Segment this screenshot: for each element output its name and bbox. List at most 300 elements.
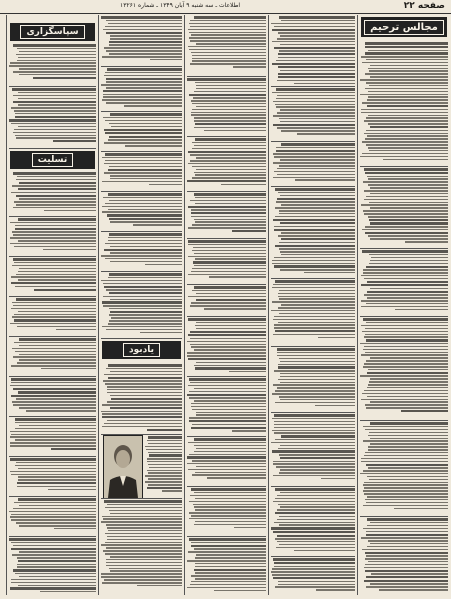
text-line (363, 349, 448, 351)
text-line (274, 47, 355, 49)
text-line (109, 233, 182, 235)
text-line (278, 307, 355, 309)
text-line (110, 299, 182, 301)
text-line (365, 138, 448, 140)
text-line (363, 269, 448, 271)
text-line (277, 95, 355, 97)
text-line (277, 495, 355, 497)
text-line (383, 159, 448, 161)
notice-block (360, 167, 448, 247)
text-line (275, 245, 355, 247)
text-line (188, 274, 266, 276)
notice-block (360, 517, 448, 595)
text-line (12, 185, 96, 187)
text-line (194, 569, 266, 571)
text-line (274, 171, 355, 173)
text-line (189, 512, 266, 514)
text-line (280, 121, 355, 123)
text-line (278, 584, 355, 586)
text-line (194, 388, 266, 390)
text-line (193, 504, 266, 506)
text-line (194, 193, 266, 195)
text-line (12, 554, 96, 556)
text-line (107, 536, 182, 538)
text-line (190, 338, 266, 340)
text-line (102, 326, 182, 328)
text-line (101, 84, 182, 86)
text-line (277, 352, 355, 354)
text-line (188, 240, 266, 242)
text-line (14, 502, 96, 504)
text-line (106, 32, 182, 34)
text-line (192, 148, 266, 150)
text-line (274, 265, 355, 267)
text-line (13, 95, 96, 97)
text-line (275, 216, 355, 218)
text-line (279, 16, 355, 18)
text-line (272, 263, 355, 265)
notice-block (187, 437, 266, 485)
text-line (133, 224, 182, 226)
text-line (196, 412, 266, 414)
notice-block (271, 487, 355, 555)
text-line (187, 341, 266, 343)
text-line (365, 328, 448, 330)
text-line (48, 489, 96, 491)
text-line (395, 309, 448, 311)
text-line (14, 129, 96, 131)
text-line (43, 249, 96, 251)
text-line (365, 429, 448, 431)
text-line (188, 163, 266, 165)
text-line (366, 531, 448, 533)
text-line (106, 562, 182, 564)
text-line (192, 224, 266, 226)
obituaries-title: مجالس ترحیم (364, 20, 444, 35)
text-line (363, 490, 448, 492)
text-line (366, 82, 448, 84)
text-line (189, 49, 266, 51)
text-line (276, 106, 355, 108)
text-line (272, 29, 355, 31)
text-line (276, 466, 355, 468)
text-line (275, 498, 355, 500)
text-line (281, 204, 355, 206)
text-line (214, 590, 266, 592)
text-line (17, 362, 96, 364)
text-line (109, 273, 182, 275)
text-line (362, 393, 448, 395)
text-line (106, 87, 182, 89)
text-line (379, 589, 448, 591)
text-line (103, 283, 182, 285)
text-line (367, 396, 448, 398)
text-line (279, 248, 355, 250)
text-line (106, 81, 182, 83)
text-line (105, 243, 182, 245)
text-line (274, 327, 355, 329)
notice-block (9, 87, 96, 147)
text-line (363, 470, 448, 472)
text-line (194, 91, 266, 93)
text-line (190, 40, 266, 42)
text-line (360, 473, 448, 475)
text-line (273, 531, 355, 533)
text-line (102, 426, 182, 428)
text-line (204, 130, 266, 132)
text-line (109, 53, 182, 55)
text-line (232, 430, 266, 432)
text-line (19, 338, 96, 340)
text-line (196, 43, 266, 45)
text-line (16, 522, 96, 524)
text-line (147, 461, 182, 463)
text-line (280, 506, 355, 508)
text-line (190, 20, 266, 22)
text-line (188, 256, 266, 258)
text-line (273, 162, 355, 164)
text-line (194, 253, 266, 255)
notice-block (101, 192, 182, 230)
text-line (361, 112, 448, 114)
text-line (370, 76, 448, 78)
text-line (192, 409, 266, 411)
text-line (108, 240, 182, 242)
text-line (272, 430, 355, 432)
text-line (370, 378, 448, 380)
text-line (194, 286, 266, 288)
text-line (280, 109, 355, 111)
text-line (195, 472, 266, 474)
text-line (195, 563, 266, 565)
text-line (278, 66, 355, 68)
text-line (15, 465, 96, 467)
text-line (108, 139, 182, 141)
text-line (194, 265, 266, 267)
text-line (195, 82, 266, 84)
notice-block (271, 87, 355, 140)
page-number: صفحه ۲۲ (403, 1, 445, 11)
text-line (364, 455, 448, 457)
text-line (19, 407, 96, 409)
text-line (188, 385, 266, 387)
text-line (12, 316, 96, 318)
text-line (196, 328, 266, 330)
text-line (361, 325, 448, 327)
text-line (363, 484, 448, 486)
text-line (195, 566, 266, 568)
text-line (229, 371, 266, 373)
notice-block (187, 285, 266, 315)
text-line (364, 487, 448, 489)
text-line (368, 50, 448, 52)
text-line (189, 518, 266, 520)
text-line (315, 405, 355, 407)
column-memorial (98, 15, 184, 595)
text-line (365, 42, 448, 44)
text-line (192, 460, 266, 462)
text-line (278, 448, 355, 450)
text-line (191, 403, 266, 405)
text-line (187, 456, 266, 458)
text-line (147, 440, 182, 442)
text-line (11, 579, 96, 581)
text-line (370, 438, 448, 440)
text-line (368, 178, 448, 180)
text-line (361, 275, 448, 277)
text-line (281, 304, 355, 306)
text-line (191, 427, 266, 429)
text-line (194, 492, 266, 494)
text-line (194, 349, 266, 351)
text-line (18, 126, 96, 128)
notice-block (101, 499, 182, 595)
text-line (274, 414, 355, 416)
text-line (102, 157, 182, 159)
text-line (107, 504, 182, 506)
text-line (272, 301, 355, 303)
text-line (192, 424, 266, 426)
text-line (13, 305, 96, 307)
text-line (109, 218, 182, 220)
text-line (272, 41, 355, 43)
notice-block (101, 152, 182, 190)
text-line (188, 334, 266, 336)
text-line (281, 20, 355, 22)
column-2 (268, 15, 357, 595)
text-line (192, 290, 266, 292)
text-line (19, 198, 96, 200)
text-line (108, 169, 182, 171)
notice-block (9, 377, 96, 415)
text-line (273, 558, 355, 560)
text-line (370, 288, 448, 290)
text-line (277, 127, 355, 129)
text-line (368, 369, 448, 371)
text-line (365, 334, 448, 336)
text-line (276, 88, 355, 90)
text-line (195, 578, 266, 580)
notice-block (187, 239, 266, 283)
text-line (366, 576, 448, 578)
text-line (101, 576, 182, 578)
text-line (125, 145, 182, 147)
text-line (361, 399, 448, 401)
text-line (279, 544, 355, 546)
text-line (196, 322, 266, 324)
text-line (14, 201, 96, 203)
text-line (105, 120, 182, 122)
text-line (15, 428, 96, 430)
text-line (274, 421, 355, 423)
separator-rule (101, 338, 182, 339)
text-line (19, 68, 96, 70)
text-line (273, 153, 355, 155)
text-line (109, 136, 182, 138)
text-line (107, 420, 182, 422)
text-line (277, 112, 355, 114)
text-line (366, 586, 448, 588)
text-line (16, 462, 96, 464)
text-line (10, 445, 96, 447)
memorial-banner (102, 341, 181, 359)
notice-block (360, 421, 448, 515)
text-line (108, 530, 182, 532)
text-line (105, 160, 182, 162)
text-line (124, 105, 182, 107)
text-line (12, 348, 96, 350)
text-line (362, 62, 448, 64)
text-line (272, 260, 355, 262)
notice-block (9, 497, 96, 535)
text-line (15, 422, 96, 424)
text-line (274, 156, 355, 158)
text-line (19, 51, 96, 53)
text-line (15, 351, 96, 353)
text-line (13, 132, 96, 134)
text-line (204, 308, 266, 310)
text-line (19, 354, 96, 356)
text-line (279, 358, 355, 360)
text-line (147, 470, 182, 472)
text-line (364, 120, 448, 122)
notice-block (101, 272, 182, 337)
text-line (272, 568, 355, 570)
text-line (278, 296, 355, 298)
text-line (145, 475, 182, 477)
text-line (366, 59, 448, 61)
text-line (106, 102, 182, 104)
text-line (364, 336, 448, 338)
text-line (274, 324, 355, 326)
text-line (54, 528, 96, 530)
text-line (279, 396, 355, 398)
text-line (26, 410, 96, 412)
text-line (195, 509, 266, 511)
text-line (363, 181, 448, 183)
text-line (280, 445, 355, 447)
text-line (104, 579, 182, 581)
text-line (273, 334, 355, 336)
text-line (272, 574, 355, 576)
text-line (280, 70, 355, 72)
text-line (365, 172, 448, 174)
text-line (13, 508, 96, 510)
text-line (11, 308, 96, 310)
notice-block (271, 279, 355, 345)
text-line (365, 558, 448, 560)
text-line (17, 482, 96, 484)
text-line (102, 416, 182, 418)
notice-block (101, 232, 182, 270)
text-line (108, 193, 182, 195)
text-line (147, 429, 182, 431)
notice-block (187, 317, 266, 375)
text-line (148, 452, 182, 454)
text-line (366, 464, 448, 466)
notice-block (271, 557, 355, 595)
text-line (364, 190, 448, 192)
text-line (105, 542, 182, 544)
text-line (273, 115, 355, 117)
text-line (278, 57, 355, 59)
text-line (10, 587, 96, 589)
text-line (367, 476, 448, 478)
text-line (371, 573, 448, 575)
text-line (106, 50, 182, 52)
text-line (275, 207, 355, 209)
text-line (105, 153, 182, 155)
text-line (276, 147, 355, 149)
text-line (110, 395, 182, 397)
text-line (149, 454, 182, 456)
text-line (191, 346, 266, 348)
text-line (13, 545, 96, 547)
text-line (104, 374, 182, 376)
text-line (274, 226, 355, 228)
text-line (12, 302, 96, 304)
notice-block (271, 347, 355, 411)
text-line (281, 232, 355, 234)
text-line (273, 461, 355, 463)
text-line (103, 380, 182, 382)
text-line (190, 584, 266, 586)
text-line (191, 515, 266, 517)
text-line (278, 235, 355, 237)
text-line (363, 440, 448, 442)
text-line (209, 276, 266, 278)
text-line (189, 391, 266, 393)
text-line (370, 207, 448, 209)
text-line (19, 182, 96, 184)
text-line (11, 514, 96, 516)
text-line (279, 213, 355, 215)
text-line (14, 110, 96, 112)
text-line (13, 258, 96, 260)
text-line (368, 96, 448, 98)
page-header (0, 0, 451, 14)
notice-block (101, 67, 182, 110)
text-line (274, 566, 355, 568)
text-line (188, 46, 266, 48)
text-line (280, 382, 355, 384)
text-line (195, 258, 266, 260)
text-line (18, 311, 96, 313)
text-line (280, 376, 355, 378)
text-line (102, 582, 182, 584)
column-thanks (6, 15, 98, 595)
text-line (110, 35, 182, 37)
text-line (321, 478, 355, 480)
text-line (147, 487, 182, 489)
text-line (281, 254, 355, 256)
text-line (272, 287, 355, 289)
text-line (102, 301, 182, 303)
text-line (195, 174, 266, 176)
notice-block (9, 297, 96, 335)
text-line (189, 454, 266, 456)
text-line (360, 375, 448, 377)
text-line (280, 457, 355, 459)
text-line (9, 119, 96, 121)
text-line (13, 356, 96, 358)
text-line (275, 512, 355, 514)
notice-block (101, 363, 182, 433)
text-line (196, 362, 266, 364)
text-line (109, 200, 182, 202)
text-line (195, 221, 266, 223)
text-line (101, 544, 182, 546)
